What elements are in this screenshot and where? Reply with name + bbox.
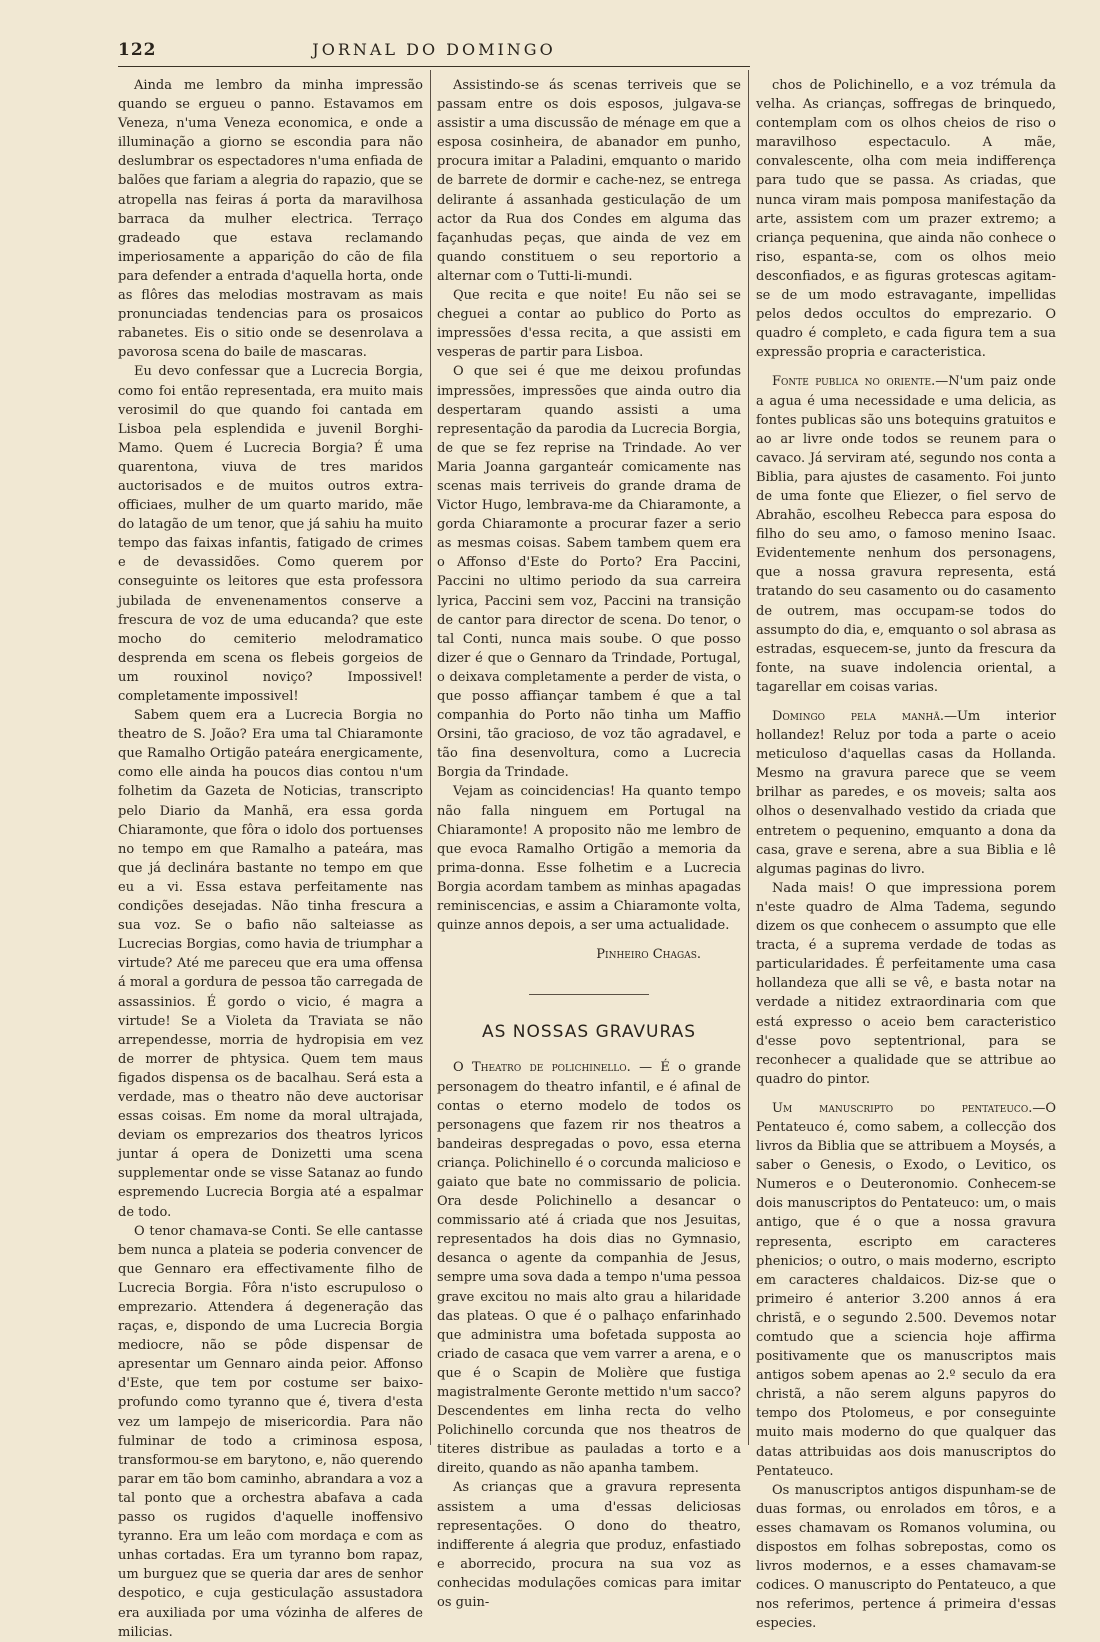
paragraph: Sabem quem era a Lucrecia Borgia no theatro de S. João? Era uma tal Chiaramonte que Ramalho Ortigão pateára energicamente, como elle ainda ha poucos dias contou n'um folhetim da Gazeta de Noticias, transcripto pelo Diario da Manhã, era essa gorda Chiaramonte, que fôra o idolo dos portuenses no tempo em que Ramalho a pateára, mas que já declinára bastante no tempo em que eu a vi. Essa estava perfeitamente nas condições desejadas. Não tinha frescura a sua voz. Se o bafio não salteiasse as Lucrecias Borgias, como havia de triumphar a virtude? Até me pareceu que era uma offensa á moral a gordura de pessoa tão carregada de assassinios. É gordo o vicio, é magra a virtude! Se a Violeta da Traviata se não arrependesse, morria de hydropisia em vez de morrer de phtysica. Quem tem maus figados dispensa os de bacalhau. Será esta a verdade, mas o theatro não deve auctorisar essas coisas. Em nome da moral ultrajada, deviam os emprezarios dos theatros lyricos juntar á opera de Donizetti uma scena supplementar onde se visse Satanaz ao fundo espremendo Lucrecia Borgia até a espalmar de todo. bbox=[118, 708, 423, 1220]
note-heading: O Theatro de polichinello. bbox=[453, 1060, 631, 1076]
paragraph: Vejam as coincidencias! Ha quanto tempo não falla ninguem em Portugal na Chiaramonte! A proposito não me lembro de que evoca Ramalho Ortigão a memoria da prima-donna. Esse folhetim e a Lucrecia Borgia acordam tambem as minhas apagadas reminiscencias, e assim a Chiaramonte volta, quinze annos depois, a ser uma actualidade. bbox=[437, 784, 741, 934]
paragraph: Ainda me lembro da minha impressão quando se ergueu o panno. Estavamos em Veneza, n'uma Veneza economica, e onde a illuminação a giorno se escondia para não deslumbrar os espectadores n'uma enfiada de balões que fariam a alegria do rapazio, que se atropella nas feiras á porta da maravilhosa barraca da mulher electrica. Terraço gradeado que estava reclamando imperiosamente a apparição do cão de fila para defender a entrada d'aquella horta, onde as flôres das melodias mostravam as mais pronunciadas tendencias para os prosaicos rabanetes. Eis o sitio onde se desenrolava a pavorosa scena do baile de mascaras. bbox=[118, 78, 423, 361]
engraving-note bbox=[756, 372, 1056, 697]
note-body: —O Pentateuco é, como sabem, a collecção dos livros da Biblia que se attribuem a Moysés, a saber o Genesis, o Exodo, o Levitico, os Numeros e o Deuteronomio. Conhecem-se dois manuscriptos do Pentateuco: um, o mais antigo, que é o que a nossa gravura representa, escripto em caracteres phenicios; o outro, o mais moderno, escripto em caracteres chaldaicos. Diz-se que o primeiro é anterior 3.200 annos á era christã, e o segundo 2.500. Devemos notar comtudo que a sciencia hoje affirma positivamente que os manuscriptos mais antigos sobem apenas ao 2.º seculo da era christã, a não serem alguns papyros do tempo dos Ptolomeus, e por conseguinte muito mais moderno do que qualquer das datas attribuidas aos dois manuscriptos do Pentateuco. bbox=[756, 1100, 1056, 1479]
paragraph: As crianças que a gravura representa assistem a uma d'essas deliciosas representações. O dono do theatro, indifferente á alegria que produz, enfastiado e aborrecido, procura na sua voz as conhecidas modulações comicas para imitar os guin- bbox=[437, 1480, 741, 1611]
note-body: —N'um paiz onde a agua é uma necessidade e uma delicia, as fontes publicas são uns botequins gratuitos e ao ar livre onde todos se reunem para o cavaco. Já serviram até, segundo nos conta a Biblia, para ajustes de casamento. Foi junto de uma fonte que Eliezer, o fiel servo de Abrahão, escolheu Rebecca para esposa do filho do seu amo, o famoso menino Isaac. Evidentemente nenhum dos personagens, que a nossa gravura representa, está tratando do seu casamento ou do casamento de outrem, mas occupam-se todos do assumpto do dia, e, emquanto o sol abrasa as estradas, esquecem-se, junto da frescura da fonte, na suave indolencia oriental, a tagarellar em coisas varias. bbox=[756, 374, 1056, 695]
paragraph: Que recita e que noite! Eu não sei se cheguei a contar ao publico do Porto as impressões d'essa recita, a que assisti em vesperas de partir para Lisboa. bbox=[437, 288, 741, 361]
paragraph: Eu devo confessar que a Lucrecia Borgia, como foi então representada, era muito mais verosimil do que quando foi cantada em Lisboa pela esplendida e juvenil Borghi-Mamo. Quem é Lucrecia Borgia? É uma quarentona, viuva de tres maridos auctorisados e de muitos outros extra-officiaes, mulher de um quarto marido, mãe do latagão de um tenor, que já sahiu ha muito tempo das faixas infantis, fatigado de crimes e de devassidões. Como querem por conseguinte os leitores que esta professora jubilada de envenenamentos conserve a frescura de voz de uma educanda? que este mocho do cemiterio melodramatico desprenda em scena os flebeis gorgeios de um rouxinol noviço? Impossivel! completamente impossivel! bbox=[118, 364, 423, 704]
paragraph: Nada mais! O que impressiona porem n'este quadro de Alma Tadema, segundo dizem os que conhecem o assumpto que elle tracta, é a suprema verdade de todas as particularidades. É perfeitamente uma casa hollandeza que alli se vê, e basta notar na verdade a nitidez extraordinaria com que está expresso o aceio bem caracteristico d'esse povo septentrional, para se reconhecer a qualidade que se attribue ao quadro do pintor. bbox=[756, 880, 1056, 1087]
section-title: AS NOSSAS GRAVURAS bbox=[481, 1022, 697, 1043]
page-header bbox=[118, 40, 750, 64]
column-divider bbox=[430, 70, 431, 1445]
engraving-note bbox=[756, 1099, 1056, 1481]
column-2 bbox=[437, 76, 741, 1612]
column-1 bbox=[118, 76, 423, 1642]
paragraph: chos de Polichinello, e a voz trémula da velha. As crianças, soffregas de brinquedo, contemplam com os olhos cheios de riso o maravilhoso espectaculo. A mãe, convalescente, olha com meia indifferença para tudo que se passa. As criadas, que nunca viram mais pomposa manifestação da arte, assistem com um prazer extremo; a criança pequenina, que ainda não conhece o riso, espanta-se, com os olhos meio desconfiados, e as figuras grotescas agitam-se de um modo estravagante, impellidas pelos dedos occultos do emprezario. O quadro é completo, e cada figura tem a sua expressão propria e caracteristica. bbox=[756, 78, 1056, 361]
column-divider bbox=[748, 70, 749, 1445]
paragraph: O que sei é que me deixou profundas impressões, impressões que ainda outro dia despertaram quando assisti a uma representação da parodia da Lucrecia Borgia, de que se fez reprise na Trindade. Ao ver Maria Joanna garganteár comicamente nas scenas mais terriveis do grande drama de Victor Hugo, lembrava-me da Chiaramonte, a gorda Chiaramonte a procurar fazer a serio as mesmas coisas. Sabem tambem quem era o Affonso d'Este do Porto? Era Paccini, Paccini no ultimo periodo da sua carreira lyrica, Paccini sem voz, Paccini na transição de cantor para director de scena. Do tenor, o tal Conti, nunca mais soube. O que posso dizer é que o Gennaro da Trindade, Portugal, o deixava completamente a perder de vista, o que posso affiançar tambem é que a tal companhia do Porto não tinha um Maffio Orsini, tão gracioso, de voz tão agradavel, e tão fina desenvoltura, como a Lucrecia Borgia da Trindade. bbox=[437, 364, 741, 781]
section-rule bbox=[529, 994, 649, 995]
paragraph: Os manuscriptos antigos dispunham-se de duas formas, ou enrolados em tôros, e a esses chamavam os Romanos volumina, ou dispostos em folhas sobrepostas, como os livros modernos, e a esses chamavam-se codices. O manuscripto do Pentateuco, a que nos referimos, pertence á primeira d'essas especies. bbox=[756, 1482, 1056, 1632]
engraving-note bbox=[437, 1058, 741, 1478]
paragraph: O tenor chamava-se Conti. Se elle cantasse bem nunca a plateia se poderia convencer de que Gennaro era effectivamente filho de Lucrecia Borgia. Fôra n'isto escrupuloso o emprezario. Attendera á degeneração das raças, e, dispondo de uma Lucrecia Borgia mediocre, não se pôde dispensar de apresentar um Gennaro ainda peior. Affonso d'Este, que tem por costume ser baixo-profundo como tyranno que é, tivera d'esta vez um lampejo de misericordia. Para não fulminar de todo a criminosa esposa, transformou-se em barytono, e, não querendo parar em tão bom caminho, abrandara a voz a tal ponto que a orchestra abafava a cada passo os rugidos d'aquelle inoffensivo tyranno. Era um leão com mordaça e com as unhas cortadas. Era um tyranno bom rapaz, um burguez que se queria dar ares de senhor despotico, e cuja gesticulação assustadora era auxiliada por uma vózinha de alferes de milicias. bbox=[118, 1223, 423, 1640]
author-signature: Pinheiro Chagas. bbox=[596, 947, 701, 963]
note-heading: Um manuscripto do pentateuco. bbox=[772, 1100, 1033, 1116]
note-body: — É o grande personagem do theatro infantil, e é afinal de contas o eterno modelo de todos os personagens que fazem rir nos theatros a bandeiras despregadas o povo, essa eterna criança. Polichinello é o corcunda malicioso e gaiato que bate no commissario de policia. Ora desde Polichinello a desancar o commissario até á criada que nos Jesuitas, representados ha dois dias no Gymnasio, desanca o agente da companhia de Jesus, sempre uma sova dada a tempo n'uma pessoa grave excitou no mais alto grau a hilaridade das plateas. O que é o palhaço enfarinhado que administra uma bofetada supposta ao criado de casaca que vem varrer a arena, e o que é o Scapin de Molière que fustiga magistralmente Geronte mettido n'um sacco? Descendentes em linha recta do velho Polichinello corcunda que nos theatros de titeres distribue as pauladas a torto e a direito, quando as não apanha tambem. bbox=[437, 1060, 741, 1477]
page-number: 122 bbox=[118, 40, 157, 60]
note-heading: Domingo pela manhã. bbox=[772, 709, 944, 724]
note-heading: Fonte publica no oriente. bbox=[772, 374, 936, 390]
paragraph: Assistindo-se ás scenas terriveis que se passam entre os dois esposos, julgava-se assistir a uma discussão de ménage em que a esposa cosinheira, de abanador em punho, procura imitar a Paladini, emquanto o marido de barrete de dormir e cache-nez, se entrega delirante á assanhada gesticulação de um actor da Rua dos Condes em alguma das façanhudas peças, que ainda de vez em quando constituem o seu reportorio a alternar com o Tutti-li-mundi. bbox=[437, 78, 741, 284]
note-body: —Um interior hollandez! Reluz por toda a parte o aceio meticuloso d'aquellas casas da Hollanda. Mesmo na gravura parece que se veem brilhar as paredes, e os moveis; salta aos olhos o desenvalhado vestido da criada que entretem o pequenino, emquanto a dona da casa, grave e serena, abre a sua Biblia e lê algumas paginas do livro. bbox=[756, 709, 1057, 877]
header-rule bbox=[118, 66, 750, 67]
engraving-note bbox=[756, 707, 1056, 879]
column-3 bbox=[756, 76, 1056, 1634]
journal-title: JORNAL DO DOMINGO bbox=[312, 40, 556, 59]
